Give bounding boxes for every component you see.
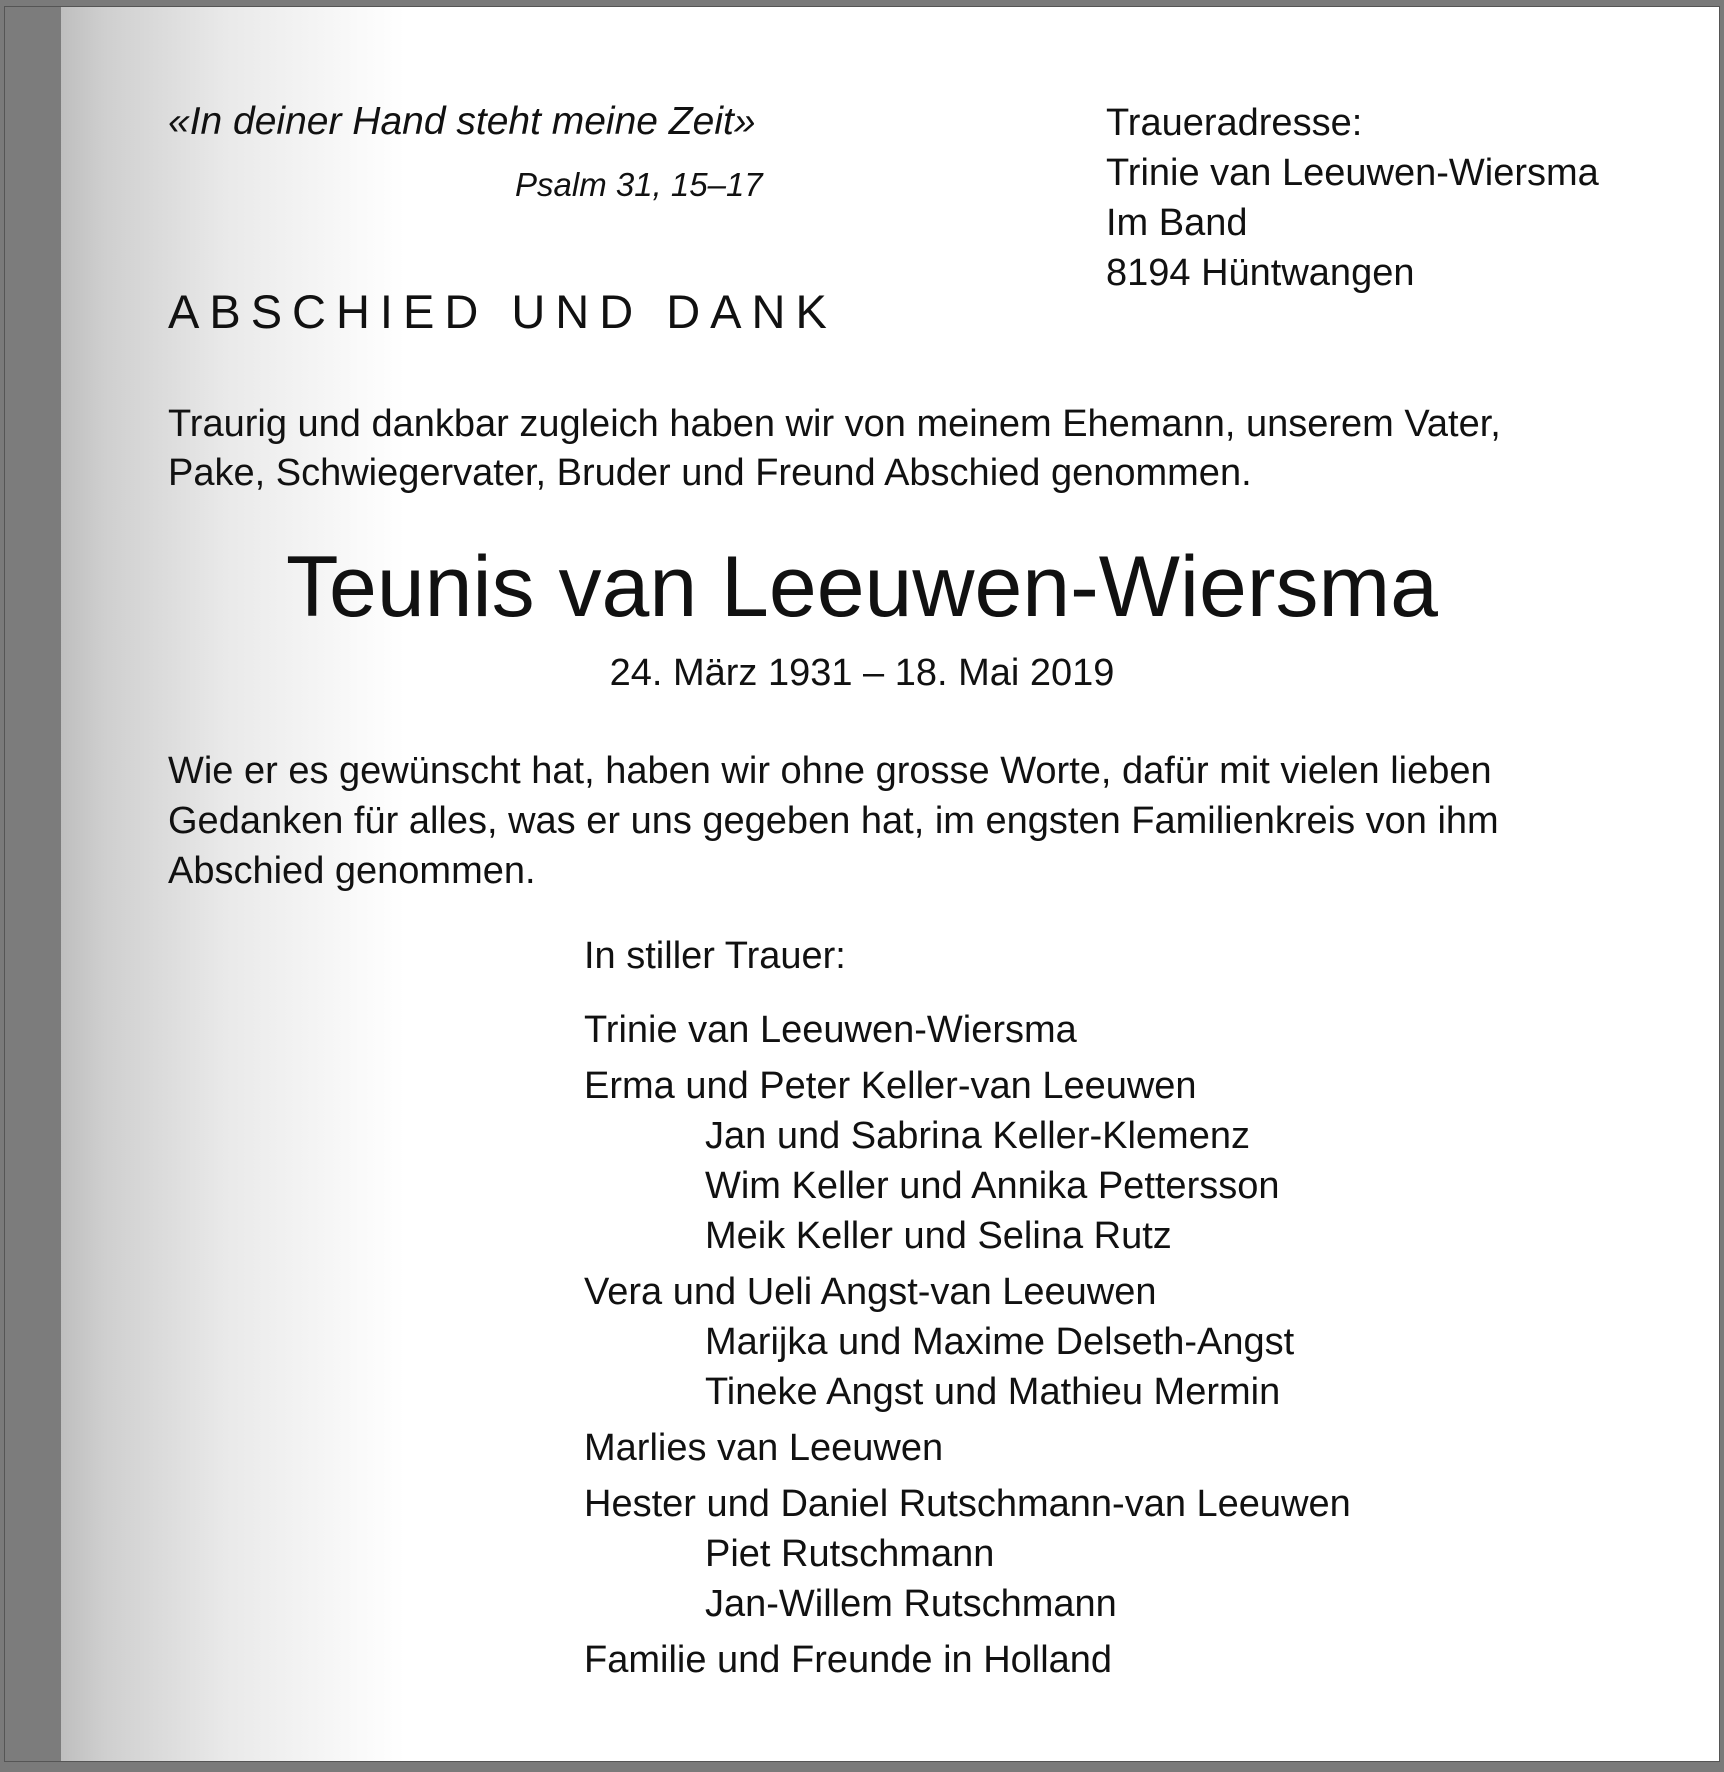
mourner-entry: Trinie van Leeuwen-Wiersma (584, 1009, 1077, 1051)
mourner-entry: Marlies van Leeuwen (584, 1427, 944, 1469)
mourners-list (584, 1005, 1351, 1685)
body-line: Wie er es gewünscht hat, haben wir ohne grosse Worte, dafür mit vielen lieben (168, 750, 1492, 792)
address-label: Traueradresse: (1106, 102, 1363, 144)
motto-quote: «In deiner Hand steht meine Zeit» (168, 100, 756, 143)
mourning-address (1106, 98, 1599, 298)
address-city: 8194 Hüntwangen (1106, 252, 1415, 294)
page-heading: ABSCHIED UND DANK (168, 285, 837, 338)
mourner-sub-entry: Tineke Angst und Mathieu Mermin (705, 1371, 1281, 1413)
mourner-sub-entry: Wim Keller und Annika Pettersson (705, 1165, 1280, 1207)
left-edge-bar (5, 7, 61, 1761)
mourner-sub-entry: Meik Keller und Selina Rutz (705, 1215, 1172, 1257)
address-name: Trinie van Leeuwen-Wiersma (1106, 152, 1599, 194)
mourner-entry: Familie und Freunde in Holland (584, 1639, 1113, 1681)
body-line: Gedanken für alles, was er uns gegeben hat, im engsten Familienkreis von ihm (168, 800, 1499, 842)
deceased-name: Teunis van Leeuwen-Wiersma (286, 539, 1438, 635)
intro-line: Pake, Schwiegervater, Bruder und Freund Abschied genommen. (168, 452, 1252, 494)
body-line: Abschied genommen. (168, 850, 536, 892)
intro-line: Traurig und dankbar zugleich haben wir von meinem Ehemann, unserem Vater, (168, 403, 1501, 445)
mourner-sub-entry: Piet Rutschmann (705, 1533, 995, 1575)
mourner-entry: Erma und Peter Keller-van Leeuwen (584, 1065, 1197, 1107)
address-street: Im Band (1106, 202, 1248, 244)
mourner-entry: Hester und Daniel Rutschmann-van Leeuwen (584, 1483, 1351, 1525)
mourner-sub-entry: Jan und Sabrina Keller-Klemenz (705, 1115, 1250, 1157)
intro-paragraph (168, 400, 1588, 498)
mourners-label: In stiller Trauer: (584, 935, 846, 977)
mourner-entry: Vera und Ueli Angst-van Leeuwen (584, 1271, 1157, 1313)
body-paragraph (168, 746, 1588, 896)
mourner-sub-entry: Jan-Willem Rutschmann (705, 1583, 1117, 1625)
psalm-reference: Psalm 31, 15–17 (515, 166, 763, 203)
life-dates: 24. März 1931 – 18. Mai 2019 (609, 652, 1115, 694)
mourner-sub-entry: Marijka und Maxime Delseth-Angst (705, 1321, 1295, 1363)
